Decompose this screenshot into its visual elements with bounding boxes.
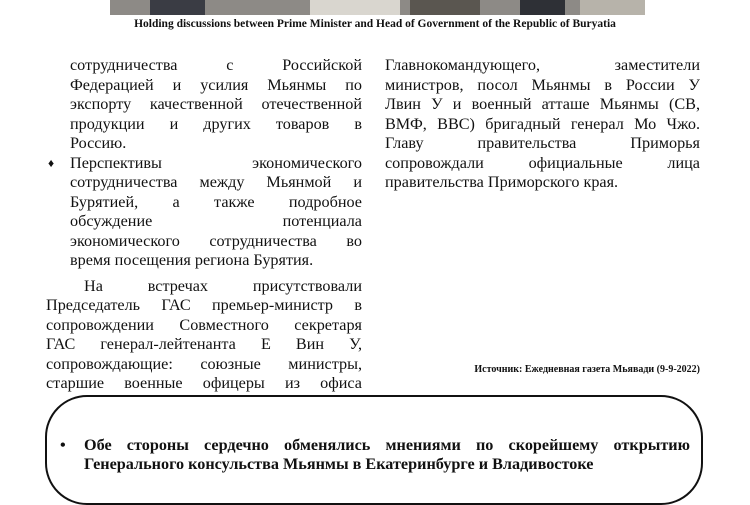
text-line: старшие военные офицеры из офиса [46, 374, 362, 392]
left-column [46, 56, 362, 394]
text-line: На встречах присутствовали [84, 276, 362, 295]
text-line: сотрудничества с Российской [70, 56, 362, 74]
text-line: сопровождали официальные лица [385, 153, 700, 172]
text-line: министров, посол Мьянмы в России У [385, 75, 700, 94]
source-note: Источник: Ежедневная газета Мьявади (9-9-2022) [474, 364, 700, 375]
text-line: сопровождении Совместного секретаря [46, 315, 362, 334]
right-column [385, 56, 700, 193]
photo-caption: Holding discussions between Prime Minister and Head of Government of the Republic of Buryatia [134, 18, 616, 30]
text-line: Лвин У и военный атташе Мьянмы (СВ, [385, 95, 700, 113]
bullet-continuation [46, 56, 362, 154]
text-line: экспорту качественной отечественной [70, 95, 362, 113]
text-line: обсуждение потенциала [70, 212, 362, 230]
text-line: Перспективы экономического [70, 153, 362, 172]
summary-item [60, 436, 690, 455]
bullet-icon: • [60, 436, 66, 454]
text-line: Бурятией, а также подробное [70, 192, 362, 211]
attendees-paragraph [46, 277, 362, 394]
text-line: время посещения региона Бурятия. [70, 251, 314, 269]
text-line: Россию. [70, 134, 127, 152]
text-line: ВМФ, ВВС) бригадный генерал Мо Чжо. [385, 114, 700, 133]
text-line: Федерацией и усилия Мьянмы по [70, 75, 362, 94]
text-line: Председатель ГАС премьер-министр в [46, 296, 362, 314]
text-line: продукции и других товаров в [70, 114, 362, 133]
text-line: сопровождающие: союзные министры, [46, 354, 362, 373]
text-line: правительства Приморского края. [385, 173, 619, 191]
text-line: Главу правительства Приморья [385, 134, 700, 152]
summary-text: Обе стороны сердечно обменялись мнениями по скорейшему открытию [84, 436, 690, 454]
meeting-photo [110, 0, 645, 15]
summary-text-continued: Генерального консульства Мьянмы в Екатеринбурге и Владивостоке [84, 455, 594, 473]
bullet-item [46, 154, 362, 271]
text-line: Главнокомандующего, заместители [385, 56, 700, 74]
text-line: ГАС генерал-лейтенанта Е Вин У, [46, 335, 362, 353]
text-line: сотрудничества между Мьянмой и [70, 173, 362, 191]
text-line: экономического сотрудничества во [70, 231, 362, 250]
diamond-bullet-icon: ♦ [48, 155, 55, 170]
